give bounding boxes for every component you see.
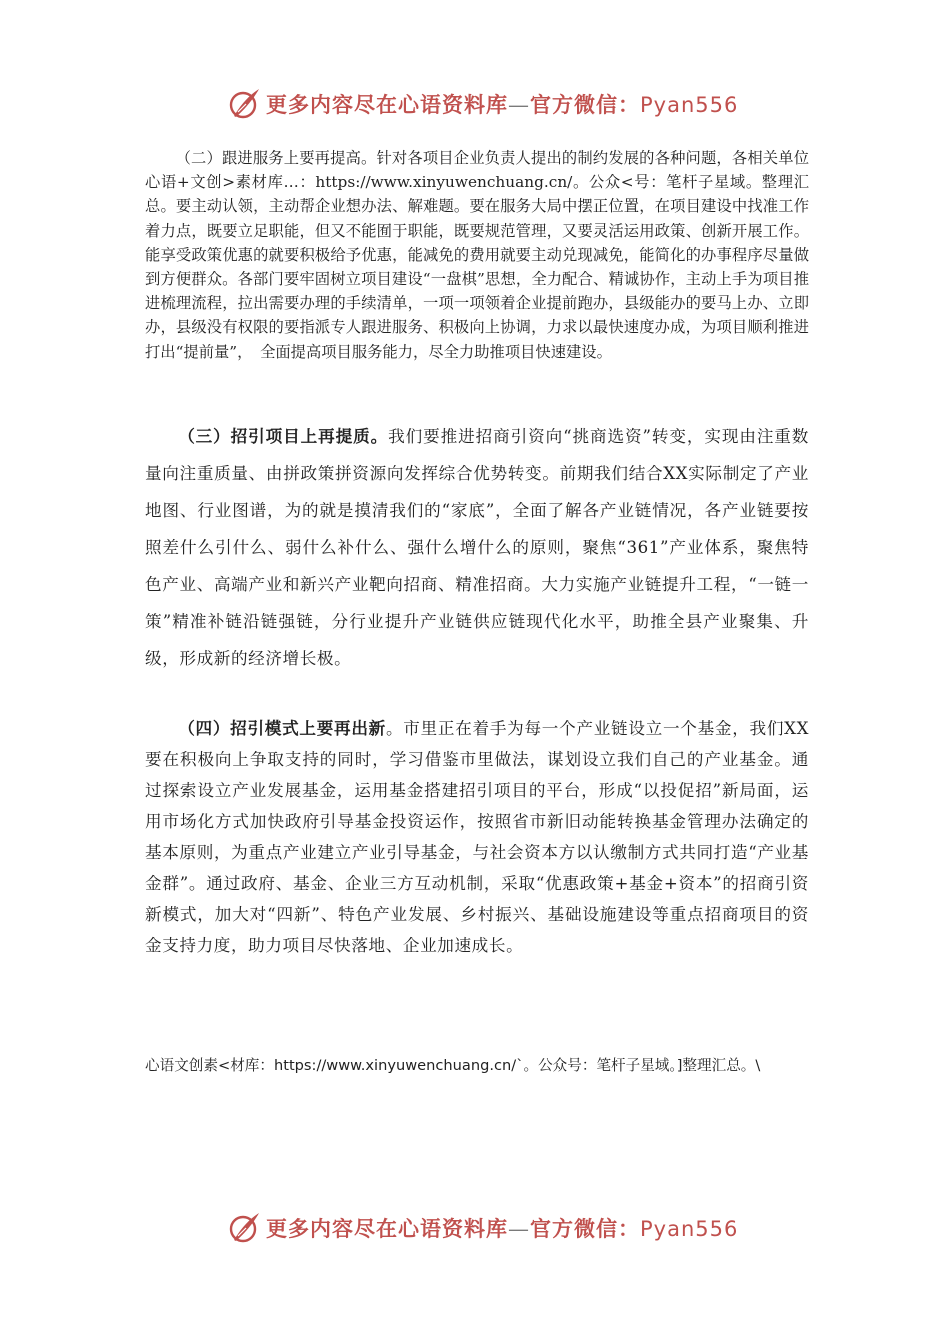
section-4-paragraph — [145, 713, 809, 961]
quill-logo-icon — [226, 86, 262, 122]
section-2-text: （二）跟进服务上要再提高。针对各项目企业负责人提出的制约发展的各种问题，各相关单位心语+文创>素材库…：https://www.xinyuwenchuang.cn/。公众<号：笔杆子星域。整理汇总。要主动认领，主动帮企业想办法、解难题。要在服务大局中摆正位置，在项目建设中找准工作着力点，既要立足职能，但又不能囿于职能，既要规范管理，又要灵活运用政策、创新开展工作。能享受政策优惠的就要积极给予优惠，能减免的费用就要主动兑现减免，能简化的办事程序尽量做到方便群众。各部门要牢固树立项目建设“一盘棋”思想，全力配合、精诚协作，主动上手为项目推进梳理流程，拉出需要办理的手续清单，一项一项领着企业提前跑办，县级能办的要马上办、立即办，县级没有权限的要指派专人跟进服务、积极向上协调，力求以最快速度办成，为项目顺利推进打出“提前量”， 全面提高项目服务能力，尽全力助推项目快速建设。 — [145, 149, 809, 361]
section-4-heading: （四）招引模式上要再出新 — [178, 718, 386, 738]
quill-logo-icon — [226, 1210, 262, 1246]
section-4-text: 。市里正在着手为每一个产业链设立一个基金，我们XX要在积极向上争取支持的同时，学习借鉴市里做法，谋划设立我们自己的产业基金。通过探索设立产业发展基金，运用基金搭建招引项目的平台，形成“以投促招”新局面，运用市场化方式加快政府引导基金投资运作，按照省市新旧动能转换基金管理办法确定的基本原则，为重点产业建立产业引导基金，与社会资本方以认缴制方式共同打造“产业基金群”。通过政府、基金、企业三方互动机制，采取“优惠政策+基金+资本”的招商引资新模式，加大对“四新”、特色产业发展、乡村振兴、基础设施建设等重点招商项目的资金支持力度，助力项目尽快落地、企业加速成长。 — [145, 719, 809, 955]
source-note: 心语文创素<材库：https://www.xinyuwenchuang.cn/`。公众号：笔杆子星域。]整理汇总。\ — [145, 1057, 761, 1074]
footer-banner-id: Pyan556 — [640, 1217, 739, 1241]
footer-banner-official: 官方微信： — [530, 1216, 640, 1241]
header-banner-id: Pyan556 — [640, 93, 739, 117]
section-3-text: 我们要推进招商引资向“挑商选资”转变，实现由注重数量向注重质量、由拼政策拼资源向发挥综合优势转变。前期我们结合XX实际制定了产业地图、行业图谱，为的就是摸清我们的“家底”，全面了解各产业链情况，各产业链要按照差什么引什么、弱什么补什么、强什么增什么的原则，聚焦“361”产业体系，聚焦特色产业、高端产业和新兴产业靶向招商、精准招商。大力实施产业链提升工程，“一链一策”精准补链沿链强链，分行业提升产业链供应链现代化水平，助推全县产业聚集、升级，形成新的经济增长极。 — [145, 427, 810, 668]
footer-banner-cn: 更多内容尽在心语资料库 — [266, 1216, 508, 1241]
header-banner-separator: — — [508, 93, 530, 117]
section-3-paragraph — [145, 418, 809, 677]
header-banner-text — [266, 89, 738, 119]
section-3-heading: （三）招引项目上再提质。 — [178, 426, 389, 446]
footer-banner-text — [266, 1213, 738, 1243]
footer-banner-separator: — — [508, 1217, 530, 1241]
section-2-paragraph — [145, 146, 809, 364]
header-banner-cn: 更多内容尽在心语资料库 — [266, 92, 508, 117]
section-3-body — [145, 418, 809, 677]
footer-banner — [226, 1208, 738, 1248]
header-banner — [226, 84, 738, 124]
header-banner-official: 官方微信： — [530, 92, 640, 117]
section-4-body — [145, 713, 809, 961]
